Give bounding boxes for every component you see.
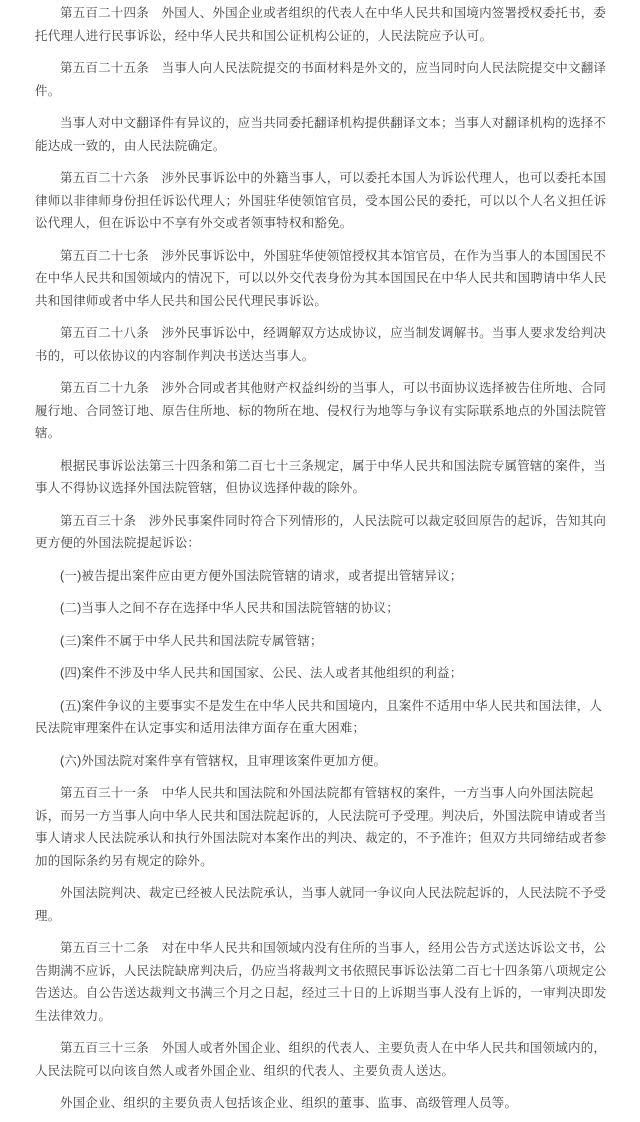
article-paragraph: 第五百三十一条 中华人民共和国法院和外国法院都有管辖权的案件，一方当事人向外国法院起诉，而另一方当事人向中华人民共和国法院起诉的，人民法院可予受理。判决后，外国法院申请或者当事人请求人民法院承认和执行外国法院对本案作出的判决、裁定的，不予准许；但双方共同缔结或者参加的国际条约另有规定的除外。 [35,786,607,868]
article-paragraph: 外国法院判决、裁定已经被人民法院承认，当事人就同一争议向人民法院起诉的，人民法院不予受理。 [35,886,607,923]
article-paragraph: (四)案件不涉及中华人民共和国国家、公民、法人或者其他组织的利益； [60,666,463,680]
article-paragraph: 第五百三十三条 外国人或者外国企业、组织的代表人、主要负责人在中华人民共和国领域内的，人民法院可以向该自然人或者外国企业、组织的代表人、主要负责人送达。 [35,1041,607,1078]
article-paragraph: 当事人对中文翻译件有异议的，应当共同委托翻译机构提供翻译文本；当事人对翻译机构的选择不能达成一致的，由人民法院确定。 [35,116,607,153]
article-paragraph: (二)当事人之间不存在选择中华人民共和国法院管辖的协议； [60,601,399,615]
article-paragraph: 第五百二十五条 当事人向人民法院提交的书面材料是外文的，应当同时向人民法院提交中文翻译件。 [35,61,607,98]
article-paragraph: (三)案件不属于中华人民共和国法院专属管辖； [60,633,323,648]
article-paragraph: 第五百二十四条 外国人、外国企业或者组织的代表人在中华人民共和国境内签署授权委托书，委托代理人进行民事诉讼，经中华人民共和国公证机构公证的，人民法院应予认可。 [35,6,607,43]
article-paragraph: 第五百二十六条 涉外民事诉讼中的外籍当事人，可以委托本国人为诉讼代理人，也可以委托本国律师以非律师身份担任诉讼代理人；外国驻华使领馆官员，受本国公民的委托，可以以个人名义担任诉讼代理人，但在诉讼中不享有外交或者领事特权和豁免。 [35,171,607,230]
article-paragraph: 第五百三十条 涉外民事案件同时符合下列情形的，人民法院可以裁定驳回原告的起诉，告知其向更方便的外国法院提起诉讼： [35,513,607,550]
article-paragraph: 第五百二十九条 涉外合同或者其他财产权益纠纷的当事人，可以书面协议选择被告住所地、合同履行地、合同签订地、原告住所地、标的物所在地、侵权行为地等与争议有实际联系地点的外国法院管辖。 [35,381,607,440]
article-paragraph: (五)案件争议的主要事实不是发生在中华人民共和国境内，且案件不适用中华人民共和国法律，人民法院审理案件在认定事实和适用法律方面存在重大困难； [35,698,603,735]
article-paragraph: 第五百二十八条 涉外民事诉讼中，经调解双方达成协议，应当制发调解书。当事人要求发给判决书的，可以依协议的内容制作判决书送达当事人。 [35,326,607,363]
article-paragraph: 第五百二十七条 涉外民事诉讼中，外国驻华使领馆授权其本馆官员，在作为当事人的本国国民不在中华人民共和国领域内的情况下，可以以外交代表身份为其本国国民在中华人民共和国聘请中华人民共和国律师或者中华人民共和国公民代理民事诉讼。 [35,248,607,308]
article-paragraph: 外国企业、组织的主要负责人包括该企业、组织的董事、监事、高级管理人员等。 [60,1096,518,1110]
article-paragraph: (一)被告提出案件应由更方便外国法院管辖的请求，或者提出管辖异议； [60,568,463,583]
article-paragraph: 根据民事诉讼法第三十四条和第二百七十三条规定，属于中华人民共和国法院专属管辖的案件，当事人不得协议选择外国法院管辖，但协议选择仲裁的除外。 [35,458,607,495]
article-paragraph: 第五百三十二条 对在中华人民共和国领域内没有住所的当事人，经用公告方式送达诉讼文书，公告期满不应诉，人民法院缺席判决后，仍应当将裁判文书依照民事诉讼法第二百七十四条第八项规定公告送达。自公告送达裁判文书满三个月之日起，经过三十日的上诉期当事人没有上诉的，一审判决即发生法律效力。 [35,941,607,1023]
article-paragraph: (六)外国法院对案件享有管辖权，且审理该案件更加方便。 [60,753,387,768]
